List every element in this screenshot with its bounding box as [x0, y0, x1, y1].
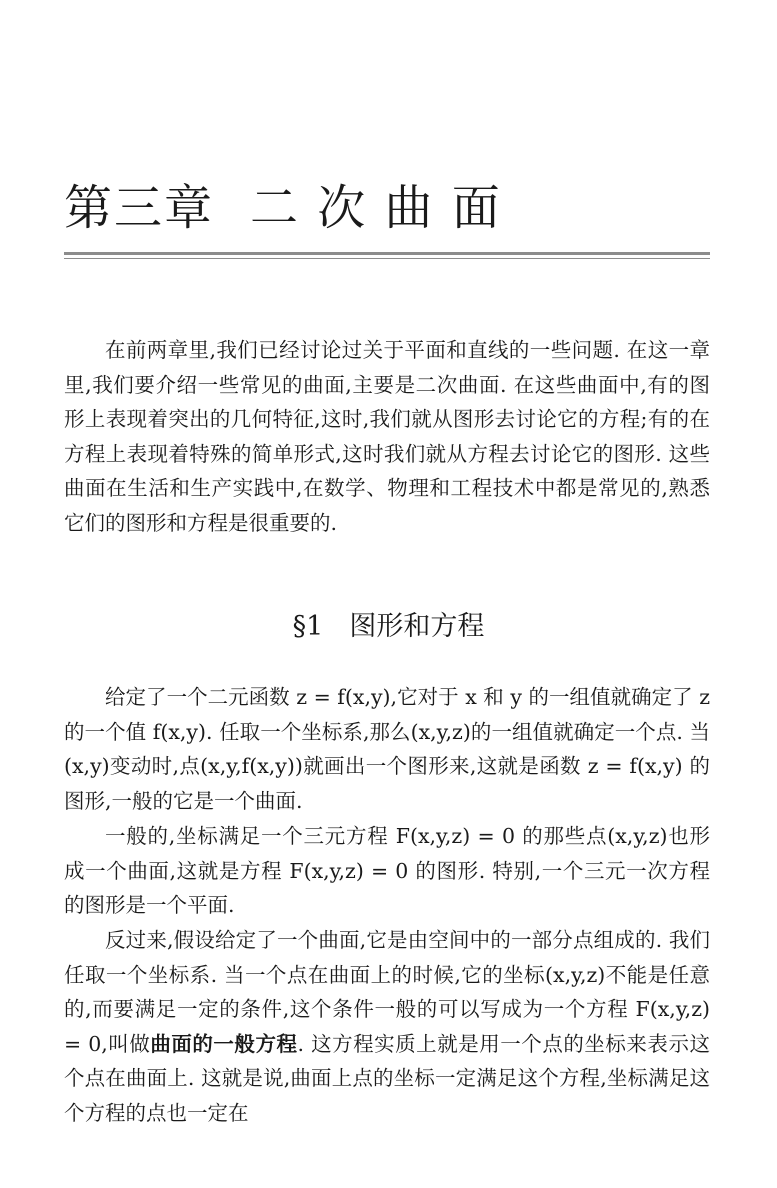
- chapter-title-rule-thin: [64, 258, 710, 259]
- paragraph-text-before-term: 反过来,假设给定了一个曲面,它是由空间中的一部分点组成的. 我们任取一个坐标系. 当一个点在曲面上的时候,它的坐标(x,y,z)不能是任意的,而要满足一定的条件,这个条件一般的可以写成为一个方程 F(x,y,z) = 0,叫做: [64, 928, 710, 1056]
- paragraph-text-after-term: . 这方程实质上就是用一个点的坐标来表示这个点在曲面上. 这就是说,曲面上点的坐标一定满足这个方程,坐标满足这个方程的点也一定在: [64, 1031, 710, 1125]
- chapter-number: 第三章: [64, 180, 215, 236]
- section-number: §1: [292, 611, 324, 642]
- defined-term: 曲面的一般方程: [150, 1031, 298, 1056]
- intro-paragraph: 在前两章里,我们已经讨论过关于平面和直线的一些问题. 在这一章里,我们要介绍一些常见的曲面,主要是二次曲面. 在这些曲面中,有的图形上表现着突出的几何特征,这时,我们就从图形去讨论它的方程;有的在方程上表现着特殊的简单形式,这时我们就从方程去讨论它的图形. 这些曲面在生活和生产实践中,在数学、物理和工程技术中都是常见的,熟悉它们的图形和方程是很重要的.: [64, 338, 710, 535]
- chapter-name: 二 次 曲 面: [250, 180, 502, 236]
- section-paragraph-function-graph: 给定了一个二元函数 z = f(x,y),它对于 x 和 y 的一组值就确定了 z 的一个值 f(x,y). 任取一个坐标系,那么(x,y,z)的一组值就确定一个点. 当(x,y)变动时,点(x,y,f(x,y))就画出一个图形来,这就是函数 z = f(x,y) 的图形,一般的它是一个曲面.: [64, 685, 710, 813]
- section-heading: [0, 605, 777, 649]
- chapter-title-rule: [64, 252, 710, 255]
- chapter-title: [64, 178, 502, 238]
- section-title: 图形和方程: [349, 611, 485, 642]
- section-paragraph-general-equation: [64, 923, 710, 1131]
- section-paragraph-ternary-equation: 一般的,坐标满足一个三元方程 F(x,y,z) = 0 的那些点(x,y,z)也形成一个曲面,这就是方程 F(x,y,z) = 0 的图形. 特别,一个三元一次方程的图形是一个平面.: [64, 824, 710, 918]
